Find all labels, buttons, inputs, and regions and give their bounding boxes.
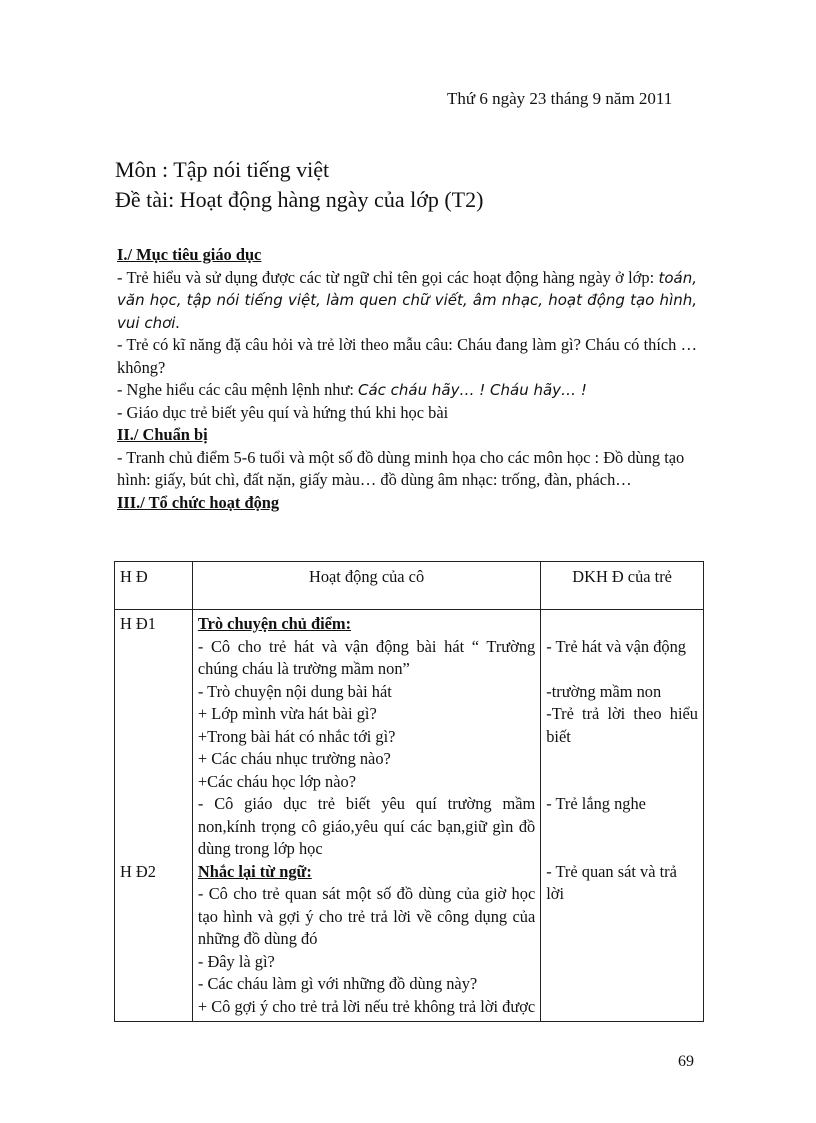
teacher-line-11: + Cô gợi ý cho trẻ trả lời nếu trẻ không trả lời được bbox=[197, 996, 536, 1016]
table-row bbox=[115, 610, 704, 1022]
teacher-line-5: + Các cháu nhục trường nào? bbox=[197, 749, 391, 768]
teacher-line-10: - Các cháu làm gì với những đồ dùng này? bbox=[197, 974, 478, 993]
date-line: Thứ 6 ngày 23 tháng 9 năm 2011 bbox=[447, 89, 673, 108]
child-line-3: -Trẻ trả lời theo hiểu biết bbox=[546, 704, 698, 746]
teacher-line-4: +Trong bài hát có nhắc tới gì? bbox=[197, 726, 396, 746]
child-activity-column bbox=[541, 610, 704, 1022]
objective-item-3 bbox=[117, 379, 697, 402]
section-2-heading: II./ Chuẩn bị bbox=[117, 425, 208, 444]
header-teacher-activity: Hoạt động của cô bbox=[192, 562, 540, 610]
table-header-row bbox=[115, 562, 704, 610]
hd2-label: H Đ2 bbox=[120, 861, 156, 881]
objective-item-1-text: - Trẻ hiểu và sử dụng được các từ ngữ chỉ tên gọi các hoạt động hàng ngày ở lớp: bbox=[117, 267, 659, 287]
section-1-heading: I./ Mục tiêu giáo dục bbox=[117, 245, 262, 264]
teacher-line-3: + Lớp mình vừa hát bài gì? bbox=[197, 704, 377, 723]
hd-column bbox=[115, 610, 193, 1022]
child-line-1: - Trẻ hát và vận động bbox=[546, 636, 686, 656]
objective-item-3-text: - Nghe hiểu các câu mệnh lệnh như: bbox=[117, 380, 358, 399]
child-line-5: - Trẻ quan sát và trả lời bbox=[546, 861, 677, 903]
teacher-title-1: Trò chuyện chủ điểm: bbox=[197, 614, 352, 633]
topic-title: Đề tài: Hoạt động hàng ngày của lớp (T2) bbox=[115, 187, 484, 212]
activity-table bbox=[114, 561, 704, 1022]
child-line-2: -trường mầm non bbox=[546, 681, 662, 701]
section-3-heading: III./ Tổ chức hoạt động bbox=[117, 492, 280, 512]
objective-item-2: - Trẻ có kĩ năng đặ câu hỏi và trẻ lời theo mẫu câu: Cháu đang làm gì? Cháu có thích … không? bbox=[117, 335, 697, 377]
objective-item-4: - Giáo dục trẻ biết yêu quí và hứng thú khi học bài bbox=[117, 402, 449, 422]
hd1-label: H Đ1 bbox=[120, 614, 156, 633]
teacher-line-2: - Trò chuyện nội dung bài hát bbox=[197, 681, 392, 701]
preparation-item-1: - Tranh chủ điểm 5-6 tuổi và một số đồ dùng minh họa cho các môn học : Đồ dùng tạo hình: giấy, bút chì, đất nặn, giấy màu… đồ dùng âm nhạc: trống, đàn, phách… bbox=[117, 447, 685, 489]
teacher-activity-column bbox=[192, 610, 540, 1022]
teacher-line-9: - Đây là gì? bbox=[197, 951, 275, 971]
header-hd: H Đ bbox=[115, 562, 193, 610]
teacher-line-6: +Các cháu học lớp nào? bbox=[197, 771, 356, 791]
teacher-line-1: - Cô cho trẻ hát và vận động bài hát “ Trường chúng cháu là trường mầm non” bbox=[197, 636, 536, 678]
objective-item-1-italic: toán, văn học, tập nói tiếng việt, làm quen chữ viết, âm nhạc, hoạt động tạo hình, vui chơi bbox=[117, 268, 697, 332]
subject-title: Môn : Tập nói tiếng việt bbox=[115, 157, 330, 182]
teacher-title-2: Nhắc lại từ ngữ: bbox=[197, 861, 312, 881]
child-line-4: - Trẻ lắng nghe bbox=[546, 794, 646, 813]
header-child-activity: DKH Đ của trẻ bbox=[541, 562, 704, 610]
teacher-line-8: - Cô cho trẻ quan sát một số đồ dùng của giờ học tạo hình và gợi ý cho trẻ trả lời về công dụng của những đồ dùng đó bbox=[197, 884, 536, 948]
objective-item-1 bbox=[117, 267, 697, 335]
page-number: 69 bbox=[678, 1053, 694, 1070]
objective-item-3-italic: Các cháu hãy… ! Cháu hãy… ! bbox=[358, 381, 587, 399]
objective-item-1-suffix: . bbox=[175, 312, 180, 332]
lesson-body bbox=[117, 244, 697, 514]
teacher-line-7: - Cô giáo dục trẻ biết yêu quí trường mầm non,kính trọng cô giáo,yêu quí các bạn,giữ gìn đồ dùng trong lớp học bbox=[197, 794, 536, 858]
